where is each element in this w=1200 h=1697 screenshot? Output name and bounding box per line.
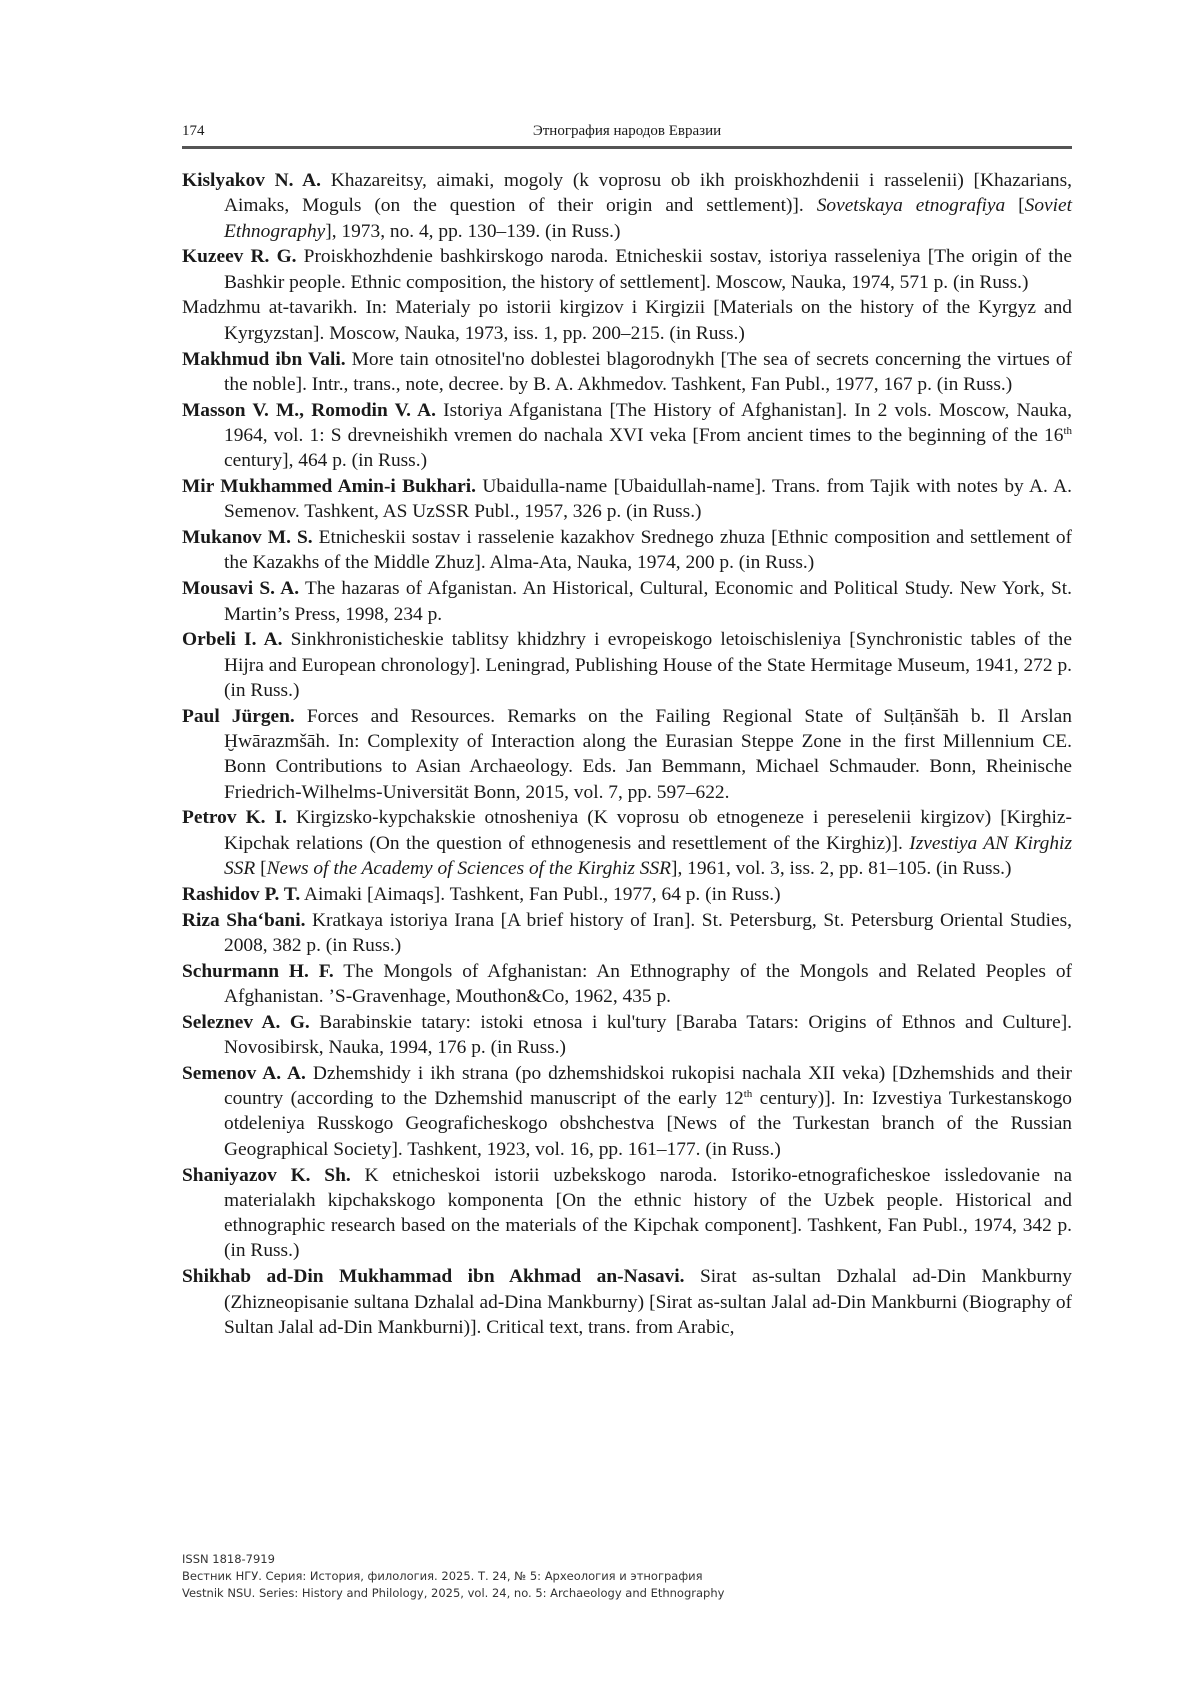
reference-text: Dzhemshidy i ikh strana (po dzhemshidskoi rukopisi nachala XII veka) [Dzhemshids and their country (according to the Dzhemshid manuscript of the early 12 bbox=[224, 1063, 1072, 1109]
reference-text: Kirgizsko-kypchakskie otnosheniya (K voprosu ob etnogeneze i pereselenii kirgizov) [Kirghiz-Kipchak relations (On the question of ethnogenesis and resettlement of the Kirghiz)]. bbox=[224, 807, 1072, 853]
reference-text: Sirat as-sultan Dzhalal ad-Din Mankburny (Zhizneopisanie sultana Dzhalal ad-Dina Mankburny) [Sirat as-sultan Jalal ad-Din Mankburni (Biography of Sultan Jalal ad-Din Mankburni)]. Critical text, trans. from Arabic, bbox=[224, 1266, 1072, 1338]
reference-text: Ubaidulla-name [Ubaidullah-name]. Trans. from Tajik with notes by A. A. Semenov. Tashkent, AS UzSSR Publ., 1957, 326 p. (in Russ.) bbox=[224, 476, 1072, 522]
footer-issn: ISSN 1818-7919 bbox=[182, 1551, 724, 1568]
reference-text: Proiskhozhdenie bashkirskogo naroda. Etnicheskii sostav, istoriya rasseleniya [The origin of the Bashkir people. Ethnic composition, the history of settlement]. Moscow, Nauka, 1974, 571 p. (in Russ.) bbox=[224, 246, 1072, 292]
reference-entry bbox=[182, 474, 1072, 525]
reference-text: Istoriya Afganistana [The History of Afghanistan]. In 2 vols. Moscow, Nauka, 1964, vol. 1: S drevneishikh vremen do nachala XVI veka [From ancient times to the beginning of the 16 bbox=[224, 400, 1072, 446]
reference-author: Makhmud ibn Vali. bbox=[182, 349, 346, 370]
reference-entry bbox=[182, 168, 1072, 244]
reference-list bbox=[182, 168, 1072, 1341]
reference-entry bbox=[182, 704, 1072, 805]
reference-text: Etnicheskii sostav i rasselenie kazakhov Srednego zhuza [Ethnic composition and settlement of the Kazakhs of the Middle Zhuz]. Alma-Ata, Nauka, 1974, 200 p. (in Russ.) bbox=[224, 527, 1072, 573]
reference-entry bbox=[182, 1061, 1072, 1162]
reference-text: K etnicheskoi istorii uzbekskogo naroda. Istoriko-etnograficheskoe issledovanie na materialakh kipchakskogo komponenta [On the ethnic history of the Uzbek people. Historical and ethnographic research based on the materials of the Kipchak component]. Tashkent, Fan Publ., 1974, 342 p. (in Russ.) bbox=[224, 1165, 1072, 1262]
reference-author: Shaniyazov K. Sh. bbox=[182, 1165, 351, 1186]
reference-author: Shikhab ad-Din Mukhammad ibn Akhmad an-Nasavi. bbox=[182, 1266, 685, 1287]
footer-journal-en: Vestnik NSU. Series: History and Philology, 2025, vol. 24, no. 5: Archaeology and Ethnography bbox=[182, 1585, 724, 1602]
reference-entry bbox=[182, 908, 1072, 959]
reference-journal-translation: News of the Academy of Sciences of the Kirghiz SSR bbox=[267, 858, 671, 879]
page-footer bbox=[182, 1551, 724, 1602]
reference-entry bbox=[182, 295, 1072, 346]
reference-author: Paul Jürgen. bbox=[182, 706, 295, 727]
reference-text: Aimaki [Aimaqs]. Tashkent, Fan Publ., 1977, 64 p. (in Russ.) bbox=[300, 884, 780, 905]
reference-superscript: th bbox=[1063, 425, 1072, 437]
reference-entry bbox=[182, 525, 1072, 576]
reference-author: Seleznev A. G. bbox=[182, 1012, 310, 1033]
reference-tail: century], 464 p. (in Russ.) bbox=[224, 450, 427, 471]
reference-entry bbox=[182, 1264, 1072, 1340]
reference-author: Kuzeev R. G. bbox=[182, 246, 297, 267]
reference-author: Kislyakov N. A. bbox=[182, 170, 321, 191]
reference-author: Rashidov P. T. bbox=[182, 884, 300, 905]
reference-entry bbox=[182, 805, 1072, 881]
reference-journal: Izvestiya AN Kirghiz SSR bbox=[224, 833, 1072, 879]
reference-text: More tain otnositel'no doblestei blagorodnykh [The sea of secrets concerning the virtues of the noble]. Intr., trans., note, decree. by B. A. Akhmedov. Tashkent, Fan Publ., 1977, 167 p. (in Russ.) bbox=[224, 349, 1072, 395]
reference-entry bbox=[182, 398, 1072, 474]
reference-journal-translation: Soviet Ethnography bbox=[224, 195, 1072, 241]
page-number: 174 bbox=[182, 123, 205, 140]
reference-entry bbox=[182, 244, 1072, 295]
reference-bracket: [ bbox=[255, 858, 266, 879]
reference-author: Petrov K. I. bbox=[182, 807, 287, 828]
reference-author: Mousavi S. A. bbox=[182, 578, 299, 599]
reference-entry bbox=[182, 576, 1072, 627]
reference-text: Barabinskie tatary: istoki etnosa i kul'tury [Baraba Tatars: Origins of Ethnos and Culture]. Novosibirsk, Nauka, 1994, 176 p. (in Russ.) bbox=[224, 1012, 1072, 1058]
reference-entry bbox=[182, 1163, 1072, 1264]
reference-text: The Mongols of Afghanistan: An Ethnography of the Mongols and Related Peoples of Afghanistan. ’S-Gravenhage, Mouthon&Co, 1962, 435 p. bbox=[224, 961, 1072, 1007]
reference-entry bbox=[182, 1010, 1072, 1061]
reference-author: Schurmann H. F. bbox=[182, 961, 334, 982]
reference-author: Mir Mukhammed Amin-i Bukhari. bbox=[182, 476, 476, 497]
reference-entry bbox=[182, 882, 1072, 907]
reference-superscript: th bbox=[744, 1088, 753, 1100]
reference-text: The hazaras of Afganistan. An Historical, Cultural, Economic and Political Study. New York, St. Martin’s Press, 1998, 234 p. bbox=[224, 578, 1072, 624]
reference-text: Forces and Resources. Remarks on the Failing Regional State of Sulṭānšāh b. Il Arslan Ḫwārazmšāh. In: Complexity of Interaction along the Eurasian Steppe Zone in the first Millennium CE. Bonn Contributions to Asian Archaeology. Eds. Jan Bemmann, Michael Schmauder. Bonn, Rheinische Friedrich-Wilhelms-Universität Bonn, 2015, vol. 7, pp. 597–622. bbox=[224, 706, 1072, 803]
reference-author: Mukanov M. S. bbox=[182, 527, 313, 548]
reference-journal: Sovetskaya etnografiya bbox=[817, 195, 1006, 216]
page-header bbox=[182, 120, 1072, 149]
reference-text: Khazareitsy, aimaki, mogoly (k voprosu ob ikh proiskhozhdenii i rasselenii) [Khazarians, Aimaks, Moguls (on the question of their origin and settlement)]. bbox=[224, 170, 1072, 216]
reference-entry bbox=[182, 347, 1072, 398]
reference-bracket: [ bbox=[1005, 195, 1024, 216]
reference-author: Riza Sha‘bani. bbox=[182, 910, 305, 931]
reference-author: Masson V. M., Romodin V. A. bbox=[182, 400, 436, 421]
reference-text: Sinkhronisticheskie tablitsy khidzhry i evropeiskogo letoischisleniya [Synchronistic tables of the Hijra and European chronology]. Leningrad, Publishing House of the State Hermitage Museum, 1941, 272 p. (in Russ.) bbox=[224, 629, 1072, 701]
reference-text: Kratkaya istoriya Irana [A brief history of Iran]. St. Petersburg, St. Petersburg Oriental Studies, 2008, 382 p. (in Russ.) bbox=[224, 910, 1072, 956]
reference-author: Orbeli I. A. bbox=[182, 629, 282, 650]
footer-journal-ru: Вестник НГУ. Серия: История, филология. 2025. Т. 24, № 5: Археология и этнография bbox=[182, 1568, 724, 1585]
reference-tail: century)]. In: Izvestiya Turkestanskogo otdeleniya Russkogo Geograficheskogo obshchestva [News of the Turkestan branch of the Russian Geographical Society]. Tashkent, 1923, vol. 16, pp. 161–177. (in Russ.) bbox=[224, 1088, 1072, 1160]
reference-author: Semenov A. A. bbox=[182, 1063, 306, 1084]
reference-tail: ], 1961, vol. 3, iss. 2, pp. 81–105. (in Russ.) bbox=[671, 858, 1011, 879]
reference-entry bbox=[182, 627, 1072, 703]
reference-text: Madzhmu at-tavarikh. In: Materialy po istorii kirgizov i Kirgizii [Materials on the history of the Kyrgyz and Kyrgyzstan]. Moscow, Nauka, 1973, iss. 1, pp. 200–215. (in Russ.) bbox=[182, 297, 1072, 343]
reference-tail: ], 1973, no. 4, pp. 130–139. (in Russ.) bbox=[325, 221, 620, 242]
running-title: Этнография народов Евразии bbox=[182, 123, 1072, 140]
reference-entry bbox=[182, 959, 1072, 1010]
